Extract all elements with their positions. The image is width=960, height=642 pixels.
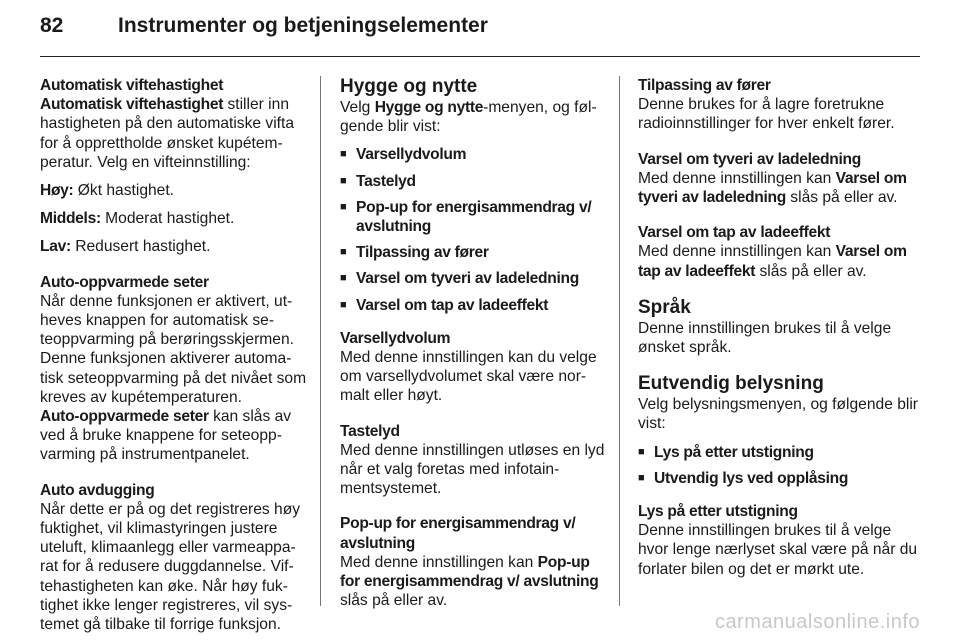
- watermark: carmanualsonline.info: [714, 611, 920, 633]
- section-heading: Pop-up for energisammendrag v/ avslutning: [340, 515, 576, 552]
- list-item: ■ Lys på etter utstigning: [638, 443, 920, 462]
- inline-term: Automatisk viftehastighet: [40, 96, 224, 114]
- text: Med denne innstillingen kan: [638, 243, 836, 261]
- text: Med denne innstillingen kan: [638, 169, 836, 187]
- text: slås på eller av.: [785, 189, 898, 207]
- paragraph: Med denne innstillingen utløses en lyd når et valg foretas med infotainmentsystemet.: [340, 441, 605, 498]
- paragraph: [638, 242, 920, 280]
- list-item: ■ Varsel om tap av ladeeffekt: [340, 296, 608, 315]
- paragraph: [40, 181, 308, 200]
- header-rule: [40, 56, 920, 57]
- list-item: ■ Tastelyd: [340, 172, 608, 191]
- section-title: Hygge og nytte: [340, 76, 478, 97]
- paragraph: Når dette er på og det registreres høy fuktighet, vil klimastyringen justere uteluft, klimaanlegg eller varmeapparat for å redusere duggdannelse. Viftehastigheten kan øke. Når høy fuktighet ikke lenger registreres, vil systemet gå tilbake til forrige funksjon.: [40, 500, 301, 634]
- inline-term: Varsel om tap av ladeeffekt: [638, 243, 907, 280]
- section-heading: Automatisk viftehastighet: [40, 77, 224, 94]
- section-heading: Auto avdugging: [40, 481, 155, 499]
- section-heading: Varsel om tap av ladeeffekt: [638, 224, 831, 242]
- section-heading: Lys på etter utstigning: [638, 503, 798, 521]
- text: Moderat hastighet.: [100, 210, 235, 228]
- inline-term: Varsel om tyveri av ladeledning: [638, 169, 907, 207]
- paragraph: Denne innstillingen brukes til å velge ønsket språk.: [638, 319, 892, 357]
- column-divider: [320, 76, 321, 606]
- paragraph: Når denne funksjonen er aktivert, utheves knappen for automatisk seteoppvarming på berøringsskjermen. Denne funksjonen aktiverer automatisk seteoppvarming på det nivået som kreves av kupétemperaturen.: [40, 292, 307, 406]
- section-title: Språk: [638, 296, 691, 318]
- section-heading: Tilpassing av fører: [638, 77, 771, 94]
- column-divider: [619, 76, 620, 606]
- text: kan slås av ved å bruke knappene for seteoppvarming på instrumentpanelet.: [40, 408, 292, 464]
- paragraph: [340, 553, 608, 611]
- inline-term: Hygge og nytte: [374, 99, 484, 116]
- term: Høy:: [40, 182, 74, 200]
- paragraph: Velg belysningsmenyen, og følgende blir vist:: [638, 396, 918, 433]
- paragraph: Denne innstillingen brukes til å velge hvor lenge nærlyset skal være på når du forlater bilen og det er mørkt ute.: [638, 522, 918, 578]
- menu-list: [340, 145, 608, 314]
- term: Middels:: [40, 210, 101, 228]
- text: Med denne innstillingen kan: [340, 553, 538, 571]
- text: slås på eller av.: [340, 592, 448, 610]
- section-heading: Auto-oppvarmede seter: [40, 273, 209, 291]
- section-heading: Tastelyd: [340, 422, 400, 440]
- paragraph: Med denne innstillingen kan du velge om varsellydvolumet skal være normalt eller høyt.: [340, 349, 597, 405]
- section-heading: Varsel om tyveri av ladeledning: [638, 150, 861, 168]
- text: slås på eller av.: [755, 262, 867, 280]
- list-item: ■ Pop-up for energisammendrag v/ avslutning: [340, 198, 608, 236]
- paragraph: [40, 407, 308, 465]
- column-3: [638, 76, 920, 579]
- paragraph: [638, 169, 920, 207]
- text: Økt hastighet.: [73, 182, 174, 200]
- text: stiller inn hastigheten på den automatiske vifta for å opprettholde ønsket kupétemperatur. Velg en vifteinnstilling:: [40, 96, 294, 171]
- inline-term: Auto-oppvarmede seter: [40, 408, 209, 426]
- text: -menyen, og følgende blir vist:: [340, 99, 597, 136]
- list-item: ■ Tilpassing av fører: [340, 243, 608, 262]
- section-heading: Varsellydvolum: [340, 329, 451, 347]
- text: Redusert hastighet.: [70, 238, 211, 256]
- paragraph: [40, 209, 308, 228]
- paragraph: [340, 98, 608, 136]
- list-item: ■ Varsel om tyveri av ladeledning: [340, 269, 608, 288]
- page-number: 82: [40, 14, 64, 37]
- paragraph: [40, 237, 308, 256]
- paragraph: Denne brukes for å lagre foretrukne radioinnstillinger for hver enkelt fører.: [638, 96, 895, 133]
- menu-list: [638, 443, 920, 488]
- text: Velg: [340, 99, 375, 116]
- term: Lav:: [40, 238, 71, 256]
- column-2: [340, 76, 608, 610]
- column-1: [40, 76, 308, 634]
- list-item: ■ Utvendig lys ved opplåsing: [638, 469, 920, 488]
- inline-term: Pop-up for energisammendrag v/ avslutning: [340, 553, 599, 591]
- list-item: ■ Varsellydvolum: [340, 145, 608, 164]
- paragraph: [40, 95, 308, 172]
- section-title: Eutvendig belysning: [638, 373, 824, 395]
- page-title: Instrumenter og betjeningselementer: [118, 14, 488, 37]
